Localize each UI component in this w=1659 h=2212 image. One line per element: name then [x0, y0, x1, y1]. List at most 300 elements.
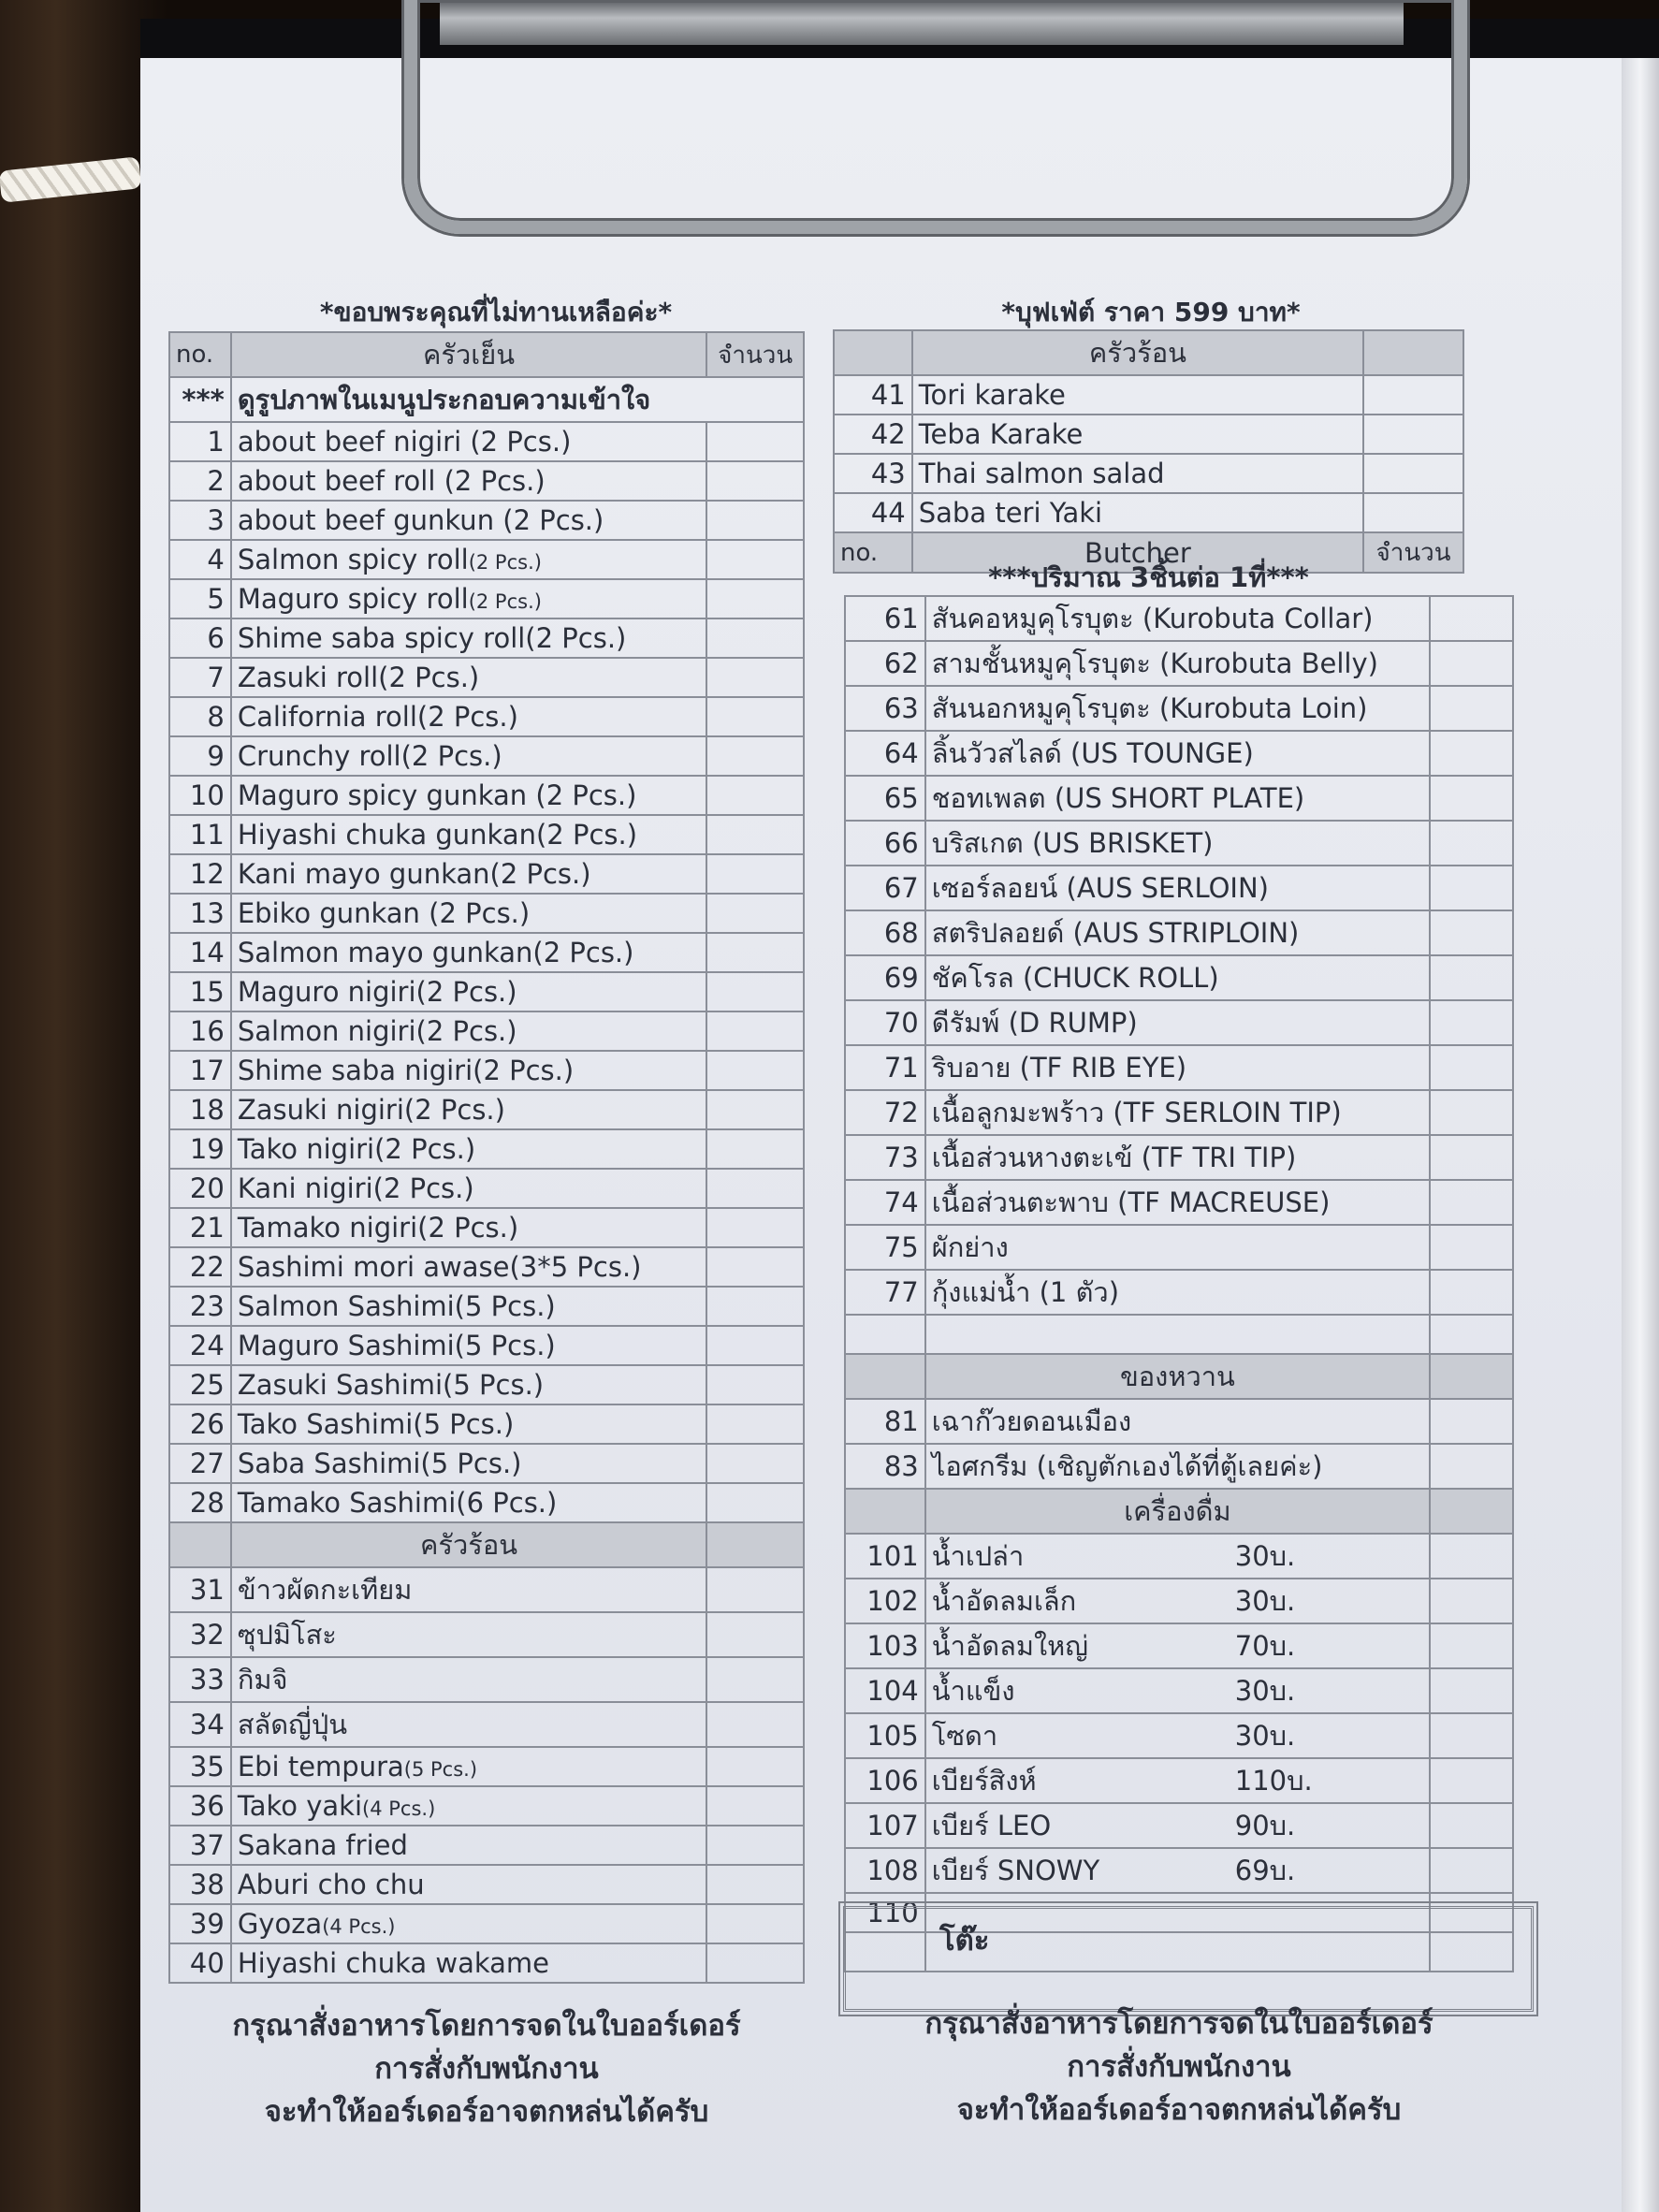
quantity-cell[interactable]: [1363, 454, 1463, 493]
quantity-cell[interactable]: [706, 461, 804, 501]
right-title: *บุฟเฟ่ต์ ราคา 599 บาท*: [1001, 297, 1301, 327]
item-number: 3: [169, 501, 231, 540]
menu-item-row: [845, 596, 1513, 641]
quantity-cell[interactable]: [1430, 1713, 1513, 1758]
header-drinks: เครื่องดื่ม: [925, 1489, 1430, 1534]
quantity-cell[interactable]: [1430, 1803, 1513, 1848]
menu-item-row: [169, 1287, 804, 1326]
item-name-text: น้ำเปล่า: [931, 1540, 1025, 1572]
item-name-text: Teba Karake: [918, 418, 1084, 450]
drinks-header-row: [845, 1489, 1513, 1534]
quantity-cell[interactable]: [1430, 866, 1513, 910]
item-number: 66: [845, 821, 925, 866]
item-name: [231, 1483, 706, 1522]
item-price: 30บ.: [1234, 1540, 1296, 1572]
item-name-text: สลัดญี่ปุ่น: [237, 1709, 348, 1740]
item-name: [925, 1225, 1430, 1270]
item-number: 34: [169, 1702, 231, 1747]
item-name: [231, 933, 706, 972]
quantity-cell[interactable]: [706, 1444, 804, 1483]
quantity-cell[interactable]: [1363, 375, 1463, 415]
item-number: 28: [169, 1483, 231, 1522]
item-number: 10: [169, 776, 231, 815]
item-name-text: เนื้อส่วนหางตะเข้ (TF TRI TIP): [931, 1142, 1297, 1173]
quantity-cell[interactable]: [1430, 1045, 1513, 1090]
item-number: [845, 1315, 925, 1354]
quantity-cell[interactable]: [706, 1208, 804, 1247]
menu-item-row: [169, 1657, 804, 1702]
item-number: 4: [169, 540, 231, 579]
menu-item-row: [169, 736, 804, 776]
item-name-text: ผักย่าง: [931, 1231, 1009, 1263]
menu-item-row: [169, 1483, 804, 1522]
table-header-row: [169, 332, 804, 377]
item-number: 71: [845, 1045, 925, 1090]
footer-line-1: กรุณาสั่งอาหารโดยการจดในใบออร์เดอร์: [232, 2009, 741, 2043]
portion-size: (5 Pcs.): [403, 1758, 478, 1781]
quantity-cell[interactable]: [1363, 493, 1463, 532]
item-number: 33: [169, 1657, 231, 1702]
quantity-cell[interactable]: [1430, 686, 1513, 731]
item-name: [231, 972, 706, 1011]
item-name-text: โซดา: [931, 1720, 998, 1752]
item-number: 6: [169, 618, 231, 658]
quantity-cell[interactable]: [706, 1567, 804, 1612]
item-number: 73: [845, 1135, 925, 1180]
quantity-cell[interactable]: [706, 1943, 804, 1983]
item-number: 101: [845, 1534, 925, 1579]
table-number-box[interactable]: [843, 1906, 1534, 2012]
quantity-cell[interactable]: [1430, 1225, 1513, 1270]
quantity-cell[interactable]: [706, 776, 804, 815]
item-name-text: Hiyashi chuka gunkan(2 Pcs.): [237, 819, 638, 851]
quantity-cell[interactable]: [706, 1747, 804, 1786]
item-name-text: Tako yaki: [237, 1790, 363, 1822]
quantity-cell[interactable]: [706, 1612, 804, 1657]
menu-item-row: [169, 1247, 804, 1287]
item-number: 44: [834, 493, 912, 532]
drink-row: [845, 1579, 1513, 1623]
quantity-cell[interactable]: [1430, 1848, 1513, 1893]
item-name: [925, 1623, 1430, 1668]
item-name: [231, 618, 706, 658]
quantity-cell[interactable]: [706, 933, 804, 972]
note-text: ดูรูปภาพในเมนูประกอบความเข้าใจ: [231, 377, 804, 422]
menu-item-row: [845, 1399, 1513, 1444]
item-name: [925, 1579, 1430, 1623]
menu-item-row: [169, 1612, 804, 1657]
menu-item-row: [845, 731, 1513, 776]
item-price: 30บ.: [1234, 1585, 1296, 1617]
item-name: [231, 815, 706, 854]
quantity-cell[interactable]: [1430, 1180, 1513, 1225]
item-name-text: ริบอาย (TF RIB EYE): [931, 1052, 1187, 1084]
item-number: 38: [169, 1865, 231, 1904]
quantity-cell[interactable]: [1430, 1668, 1513, 1713]
item-name-text: Tori karake: [918, 379, 1066, 411]
quantity-cell[interactable]: [706, 972, 804, 1011]
item-number: 17: [169, 1051, 231, 1090]
menu-item-row: [169, 540, 804, 579]
item-name: [925, 1135, 1430, 1180]
portion-size: (4 Pcs.): [362, 1797, 436, 1820]
item-name: [231, 1051, 706, 1090]
quantity-cell[interactable]: [706, 658, 804, 697]
left-title: *ขอบพระคุณที่ไม่ทานเหลือค่ะ*: [319, 297, 673, 327]
item-name-text: Maguro spicy gunkan (2 Pcs.): [237, 779, 637, 811]
quantity-cell[interactable]: [706, 1404, 804, 1444]
quantity-cell[interactable]: [706, 1247, 804, 1287]
quantity-cell[interactable]: [1430, 776, 1513, 821]
menu-item-row: [169, 1826, 804, 1865]
item-name-text: Aburi cho chu: [237, 1869, 425, 1900]
menu-item-row: [834, 454, 1463, 493]
quantity-cell[interactable]: [706, 697, 804, 736]
item-price: 30บ.: [1234, 1720, 1296, 1752]
paper-stack-edge: [1622, 58, 1659, 2212]
menu-item-row: [169, 1747, 804, 1786]
item-price: 90บ.: [1234, 1810, 1296, 1841]
quantity-cell[interactable]: [1430, 1315, 1513, 1354]
footer-line-1: กรุณาสั่งอาหารโดยการจดในใบออร์เดอร์: [924, 2007, 1433, 2041]
item-name: [925, 821, 1430, 866]
menu-item-row: [845, 1045, 1513, 1090]
item-name-text: Hiyashi chuka wakame: [237, 1947, 550, 1979]
quantity-cell[interactable]: [706, 894, 804, 933]
item-name: [925, 641, 1430, 686]
item-number: 102: [845, 1579, 925, 1623]
header-qty: จำนวน: [1363, 532, 1463, 573]
item-name: [231, 540, 706, 579]
item-name-text: Zasuki Sashimi(5 Pcs.): [237, 1369, 545, 1401]
item-name-text: Tamako nigiri(2 Pcs.): [237, 1212, 519, 1244]
item-number: 81: [845, 1399, 925, 1444]
item-name-text: Salmon spicy roll: [237, 544, 469, 575]
menu-item-row: [169, 422, 804, 461]
item-name: [925, 1180, 1430, 1225]
item-name: [231, 894, 706, 933]
cold-kitchen-table: [168, 331, 805, 1984]
menu-item-row: [169, 972, 804, 1011]
item-name: [231, 1786, 706, 1826]
item-name-text: ลิ้นวัวสไลด์ (US TOUNGE): [931, 737, 1254, 769]
menu-item-row: [169, 933, 804, 972]
menu-item-row: [845, 910, 1513, 955]
menu-item-row: [845, 955, 1513, 1000]
item-number: 61: [845, 596, 925, 641]
menu-item-row: [169, 461, 804, 501]
section-title-hot-kitchen: ครัวร้อน: [231, 1522, 706, 1567]
item-name: [231, 501, 706, 540]
item-number: 26: [169, 1404, 231, 1444]
drink-row: [845, 1758, 1513, 1803]
item-name: [231, 1011, 706, 1051]
quantity-cell[interactable]: [1430, 1270, 1513, 1315]
item-number: 68: [845, 910, 925, 955]
quantity-cell[interactable]: [1430, 821, 1513, 866]
item-name-text: about beef roll (2 Pcs.): [237, 465, 546, 497]
header-no: no.: [169, 332, 231, 377]
item-name: [925, 910, 1430, 955]
item-price: 69บ.: [1234, 1855, 1296, 1886]
menu-item-row: [169, 1786, 804, 1826]
item-number: 41: [834, 375, 912, 415]
item-name: [231, 1444, 706, 1483]
item-name: [231, 1326, 706, 1365]
quantity-cell[interactable]: [1430, 1090, 1513, 1135]
item-name-text: California roll(2 Pcs.): [237, 701, 518, 733]
item-number: 40: [169, 1943, 231, 1983]
item-number: 67: [845, 866, 925, 910]
item-number: 42: [834, 415, 912, 454]
item-name-text: เนื้อส่วนตะพาบ (TF MACREUSE): [931, 1186, 1331, 1218]
quantity-cell[interactable]: [1363, 415, 1463, 454]
item-price: 30บ.: [1234, 1675, 1296, 1707]
item-name-text: เบียร์ LEO: [931, 1810, 1052, 1841]
item-name-text: เฉาก๊วยดอนเมือง: [931, 1405, 1132, 1437]
item-name-text: Tamako Sashimi(6 Pcs.): [237, 1487, 558, 1519]
left-footer: [140, 2004, 833, 2133]
quantity-cell[interactable]: [706, 1090, 804, 1129]
quantity-cell[interactable]: [1430, 596, 1513, 641]
menu-item-row: [169, 1904, 804, 1943]
menu-item-row: [845, 1444, 1513, 1489]
item-number: 8: [169, 697, 231, 736]
item-number: 9: [169, 736, 231, 776]
item-name-text: ไอศกรีม (เชิญตักเองได้ที่ตู้เลยค่ะ): [931, 1450, 1323, 1482]
quantity-cell[interactable]: [1430, 1534, 1513, 1579]
menu-item-row: [169, 1702, 804, 1747]
item-name: [925, 1534, 1430, 1579]
item-name-text: เนื้อลูกมะพร้าว (TF SERLOIN TIP): [931, 1097, 1342, 1128]
item-name: [925, 955, 1430, 1000]
item-number: 43: [834, 454, 912, 493]
footer-line-2: การสั่งกับพนักงาน: [1067, 2050, 1291, 2084]
menu-item-row: [845, 1270, 1513, 1315]
header-hot-kitchen: ครัวร้อน: [912, 330, 1363, 375]
item-number: 22: [169, 1247, 231, 1287]
item-number: 62: [845, 641, 925, 686]
item-number: 108: [845, 1848, 925, 1893]
item-name-text: ซุปมิโสะ: [237, 1619, 337, 1651]
quantity-cell[interactable]: [706, 1865, 804, 1904]
item-name: [925, 1399, 1430, 1444]
item-name-text: กิมจิ: [237, 1664, 288, 1695]
item-number: 31: [169, 1567, 231, 1612]
quantity-cell[interactable]: [706, 1786, 804, 1826]
item-name: [231, 422, 706, 461]
item-number: 32: [169, 1612, 231, 1657]
item-number: 14: [169, 933, 231, 972]
menu-item-row: [169, 1011, 804, 1051]
item-number: 65: [845, 776, 925, 821]
quantity-cell[interactable]: [706, 1129, 804, 1169]
quantity-cell[interactable]: [706, 815, 804, 854]
item-price: 110บ.: [1234, 1765, 1313, 1797]
quantity-cell[interactable]: [706, 1365, 804, 1404]
item-name: [925, 1848, 1430, 1893]
drink-row: [845, 1668, 1513, 1713]
item-number: 25: [169, 1365, 231, 1404]
quantity-cell[interactable]: [1430, 641, 1513, 686]
item-name: [925, 1444, 1430, 1489]
menu-item-row: [169, 1444, 804, 1483]
item-name-text: Ebiko gunkan (2 Pcs.): [237, 897, 531, 929]
item-name: [925, 1315, 1430, 1354]
quantity-cell[interactable]: [706, 854, 804, 894]
quantity-cell[interactable]: [706, 1287, 804, 1326]
item-name-text: สตริปลอยด์ (AUS STRIPLOIN): [931, 917, 1300, 949]
item-number: 35: [169, 1747, 231, 1786]
item-name-text: ข้าวผัดกะเทียม: [237, 1574, 413, 1606]
item-name: [912, 493, 1363, 532]
item-name: [231, 854, 706, 894]
item-name-text: Kani mayo gunkan(2 Pcs.): [237, 858, 591, 890]
header-qty: จำนวน: [706, 332, 804, 377]
item-name: [925, 866, 1430, 910]
item-number: 37: [169, 1826, 231, 1865]
quantity-cell[interactable]: [1430, 1444, 1513, 1489]
item-number: 75: [845, 1225, 925, 1270]
quantity-cell[interactable]: [706, 1326, 804, 1365]
item-number: 18: [169, 1090, 231, 1129]
quantity-cell[interactable]: [706, 1169, 804, 1208]
item-number: 77: [845, 1270, 925, 1315]
item-name: [231, 1567, 706, 1612]
quantity-cell[interactable]: [1430, 731, 1513, 776]
item-name-text: สันนอกหมูคุโรบุตะ (Kurobuta Loin): [931, 692, 1368, 724]
item-number: 74: [845, 1180, 925, 1225]
item-name-text: Sakana fried: [237, 1829, 408, 1861]
item-name: [925, 776, 1430, 821]
item-name-text: บริสเกต (US BRISKET): [931, 827, 1214, 859]
drink-row: [845, 1623, 1513, 1668]
item-number: 36: [169, 1786, 231, 1826]
menu-item-row: [169, 1943, 804, 1983]
item-number: 5: [169, 579, 231, 618]
item-number: 83: [845, 1444, 925, 1489]
menu-item-row: [169, 579, 804, 618]
quantity-cell[interactable]: [1430, 1623, 1513, 1668]
item-name-text: Tako Sashimi(5 Pcs.): [237, 1408, 515, 1440]
item-number: 20: [169, 1169, 231, 1208]
item-name: [231, 579, 706, 618]
item-number: 21: [169, 1208, 231, 1247]
drink-row: [845, 1803, 1513, 1848]
item-name-text: กุ้งแม่น้ำ (1 ตัว): [931, 1276, 1120, 1308]
item-number: 15: [169, 972, 231, 1011]
quantity-cell[interactable]: [706, 540, 804, 579]
quantity-cell[interactable]: [1430, 955, 1513, 1000]
menu-item-row: [845, 1180, 1513, 1225]
menu-item-row: [169, 815, 804, 854]
item-name-text: Maguro Sashimi(5 Pcs.): [237, 1330, 556, 1361]
quantity-cell[interactable]: [1430, 1579, 1513, 1623]
item-name: [231, 461, 706, 501]
menu-item-row: [845, 1000, 1513, 1045]
menu-item-row: [169, 697, 804, 736]
item-name-text: Zasuki nigiri(2 Pcs.): [237, 1094, 505, 1126]
item-name-text: Shime saba spicy roll(2 Pcs.): [237, 622, 627, 654]
item-number: 103: [845, 1623, 925, 1668]
menu-item-row: [169, 854, 804, 894]
quantity-cell[interactable]: [706, 1826, 804, 1865]
drink-row: [845, 1534, 1513, 1579]
quantity-cell[interactable]: [706, 1483, 804, 1522]
item-name: [231, 1090, 706, 1129]
item-name-text: Saba Sashimi(5 Pcs.): [237, 1448, 522, 1479]
item-name: [925, 596, 1430, 641]
item-name-text: Salmon mayo gunkan(2 Pcs.): [237, 937, 634, 968]
item-name: [925, 686, 1430, 731]
quantity-cell[interactable]: [706, 618, 804, 658]
item-number: 11: [169, 815, 231, 854]
footer-line-3: จะทำให้ออร์เดอร์อาจตกหล่นได้ครับ: [956, 2093, 1402, 2127]
quantity-cell[interactable]: [706, 579, 804, 618]
menu-item-row: [169, 1051, 804, 1090]
portion-size: (2 Pcs.): [468, 590, 542, 613]
note-marker: ***: [169, 377, 231, 422]
quantity-cell[interactable]: [706, 422, 804, 461]
item-name: [231, 1702, 706, 1747]
item-number: 107: [845, 1803, 925, 1848]
menu-item-row: [845, 641, 1513, 686]
menu-item-row: [845, 1225, 1513, 1270]
item-name: [231, 776, 706, 815]
item-number: 2: [169, 461, 231, 501]
menu-item-row: [169, 1567, 804, 1612]
item-name-text: เซอร์ลอยน์ (AUS SERLOIN): [931, 872, 1269, 904]
item-number: 7: [169, 658, 231, 697]
item-name-text: น้ำอัดลมใหญ่: [931, 1630, 1088, 1662]
quantity-cell[interactable]: [706, 1011, 804, 1051]
quantity-cell[interactable]: [1430, 1135, 1513, 1180]
item-number: 106: [845, 1758, 925, 1803]
quantity-cell[interactable]: [706, 1657, 804, 1702]
item-name-text: สันคอหมูคุโรบุตะ (Kurobuta Collar): [931, 603, 1374, 634]
quantity-cell[interactable]: [1430, 1758, 1513, 1803]
quantity-cell[interactable]: [706, 1051, 804, 1090]
quantity-cell[interactable]: [1430, 1399, 1513, 1444]
quantity-cell[interactable]: [706, 501, 804, 540]
quantity-cell[interactable]: [1430, 1000, 1513, 1045]
item-name: [925, 1045, 1430, 1090]
hot-kitchen-table: [833, 329, 1464, 574]
item-name: [231, 1943, 706, 1983]
item-number: 110: [845, 1893, 925, 1932]
drink-row: [845, 1713, 1513, 1758]
menu-item-row: [845, 686, 1513, 731]
item-name: [925, 1000, 1430, 1045]
item-name: [231, 1129, 706, 1169]
quantity-cell[interactable]: [1430, 910, 1513, 955]
menu-item-row: [845, 821, 1513, 866]
quantity-cell[interactable]: [706, 1904, 804, 1943]
item-name-text: เบียร์ SNOWY: [931, 1855, 1100, 1886]
item-name-text: about beef nigiri (2 Pcs.): [237, 426, 572, 458]
menu-item-row: [169, 776, 804, 815]
section-blank: [706, 1522, 804, 1567]
hot-kitchen-section-row: [169, 1522, 804, 1567]
quantity-cell[interactable]: [706, 1702, 804, 1747]
item-name: [231, 1904, 706, 1943]
item-number: 1: [169, 422, 231, 461]
quantity-cell[interactable]: [706, 736, 804, 776]
item-name: [912, 415, 1363, 454]
item-number: 63: [845, 686, 925, 731]
item-name-text: สามชั้นหมูคุโรบุตะ (Kurobuta Belly): [931, 648, 1378, 679]
menu-item-row: [169, 1169, 804, 1208]
